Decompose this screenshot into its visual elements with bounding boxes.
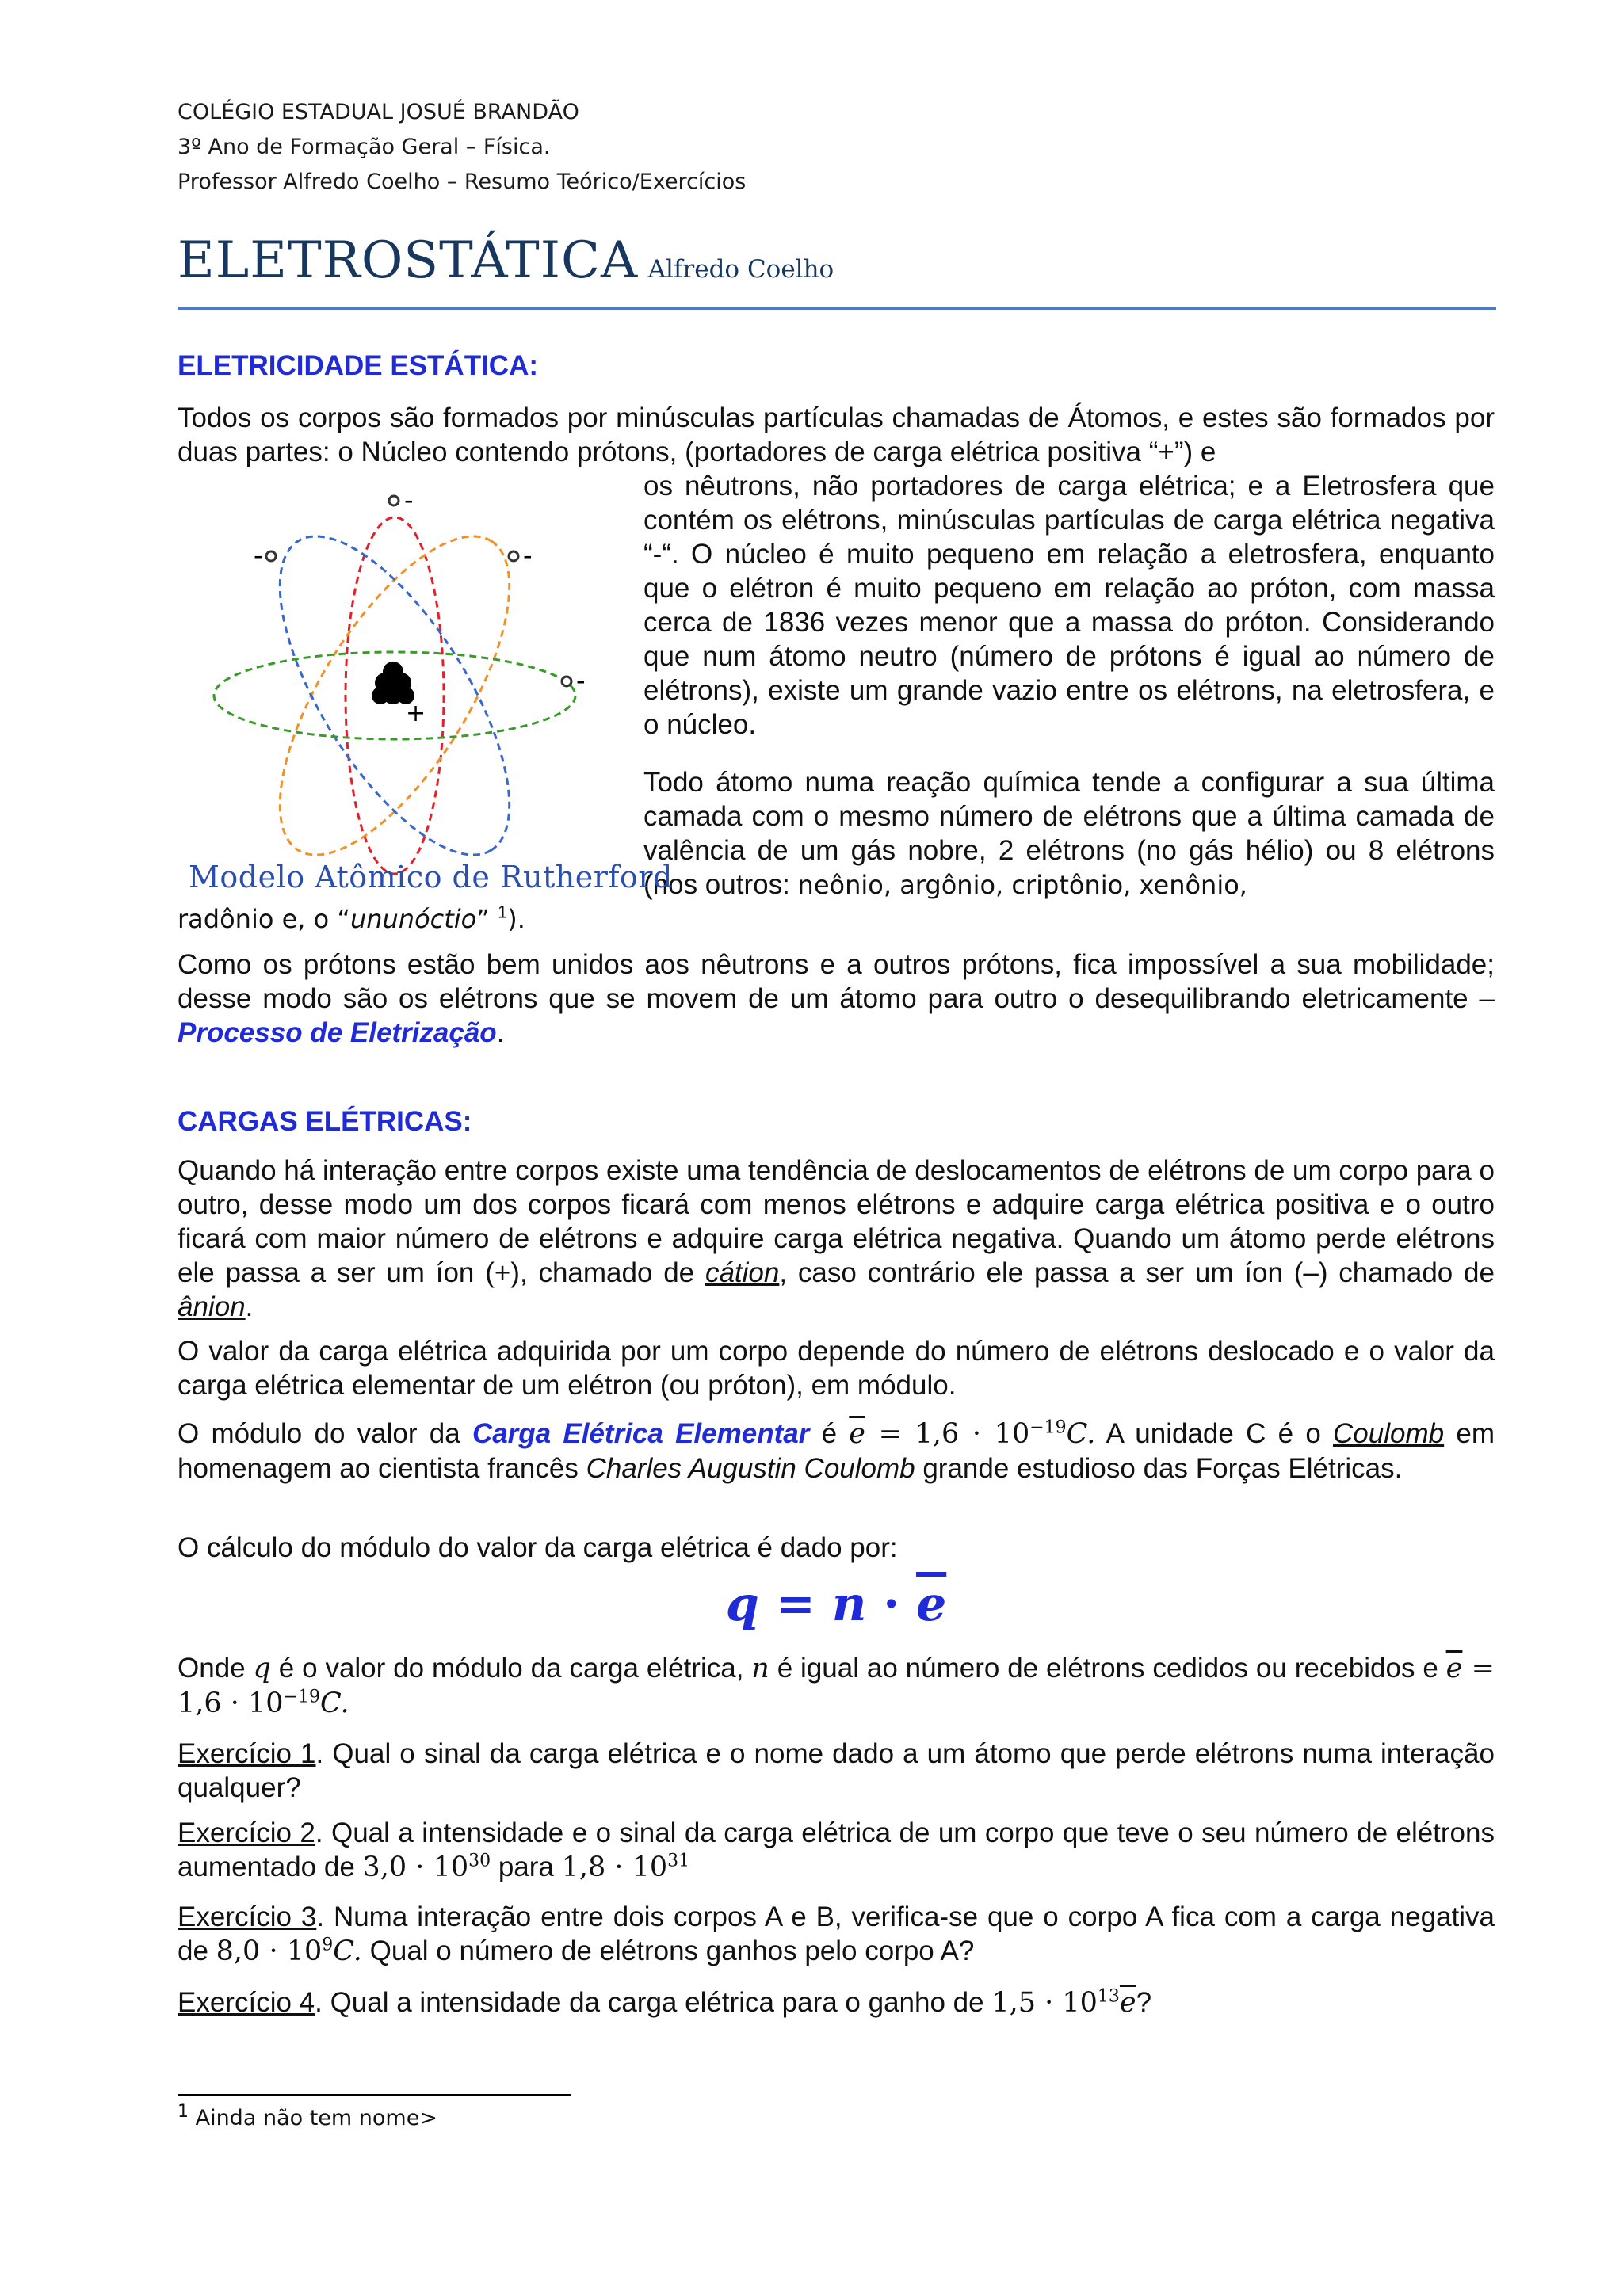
- exercise-2-exp-2: 31: [667, 1851, 690, 1871]
- paragraph-elementary-charge: [178, 1417, 1495, 1486]
- electron-right: [562, 677, 571, 686]
- figure-caption: Modelo Atômico de Rutherford: [189, 860, 673, 894]
- elem-text-b: é: [809, 1418, 850, 1449]
- paragraph-noble-gas: [643, 765, 1495, 902]
- explain-unit: C.: [320, 1688, 349, 1719]
- exercise-2-value-2: 1,8 · 10: [561, 1852, 668, 1883]
- charges-text-c: .: [245, 1291, 254, 1322]
- exercise-3-value: 8,0 · 10: [216, 1936, 323, 1967]
- exercise-3-label: Exercício 3: [178, 1901, 317, 1932]
- explain-q: q: [253, 1653, 271, 1684]
- paragraph-charges-intro: [178, 1154, 1495, 1324]
- electron-right-minus: -: [576, 666, 586, 696]
- exercise-4-text: . Qual a intensidade da carga elétrica para o ganho de: [315, 1987, 992, 2018]
- exercise-2-text: . Qual a intensidade e o sinal da carga elétrica de um corpo que teve o seu número de elétrons aumentado de: [178, 1817, 1495, 1882]
- elem-text-a: O módulo do valor da: [178, 1418, 472, 1449]
- section-heading-static-electricity: ELETRICIDADE ESTÁTICA:: [178, 350, 538, 381]
- header-grade: 3º Ano de Formação Geral – Física.: [178, 135, 551, 159]
- explain-exponent: −19: [283, 1687, 321, 1707]
- exercise-4-e: $\overline{e}$: [1119, 1987, 1136, 2019]
- page-title: [178, 231, 1496, 310]
- electrization-end: .: [496, 1017, 505, 1048]
- exercise-3-exp: 9: [322, 1935, 334, 1955]
- noble-gas-end: ).: [507, 904, 525, 934]
- exercise-3: [178, 1900, 1495, 1969]
- footnote-text: Ainda não tem nome>: [195, 2106, 437, 2130]
- explain-b: é o valor do módulo da carga elétrica,: [270, 1653, 752, 1684]
- coulomb-term: Coulomb: [1333, 1418, 1445, 1449]
- exercise-4-end: ?: [1136, 1987, 1152, 2018]
- footnote-ref: 1: [498, 902, 508, 922]
- exercise-3-unit: C.: [333, 1936, 362, 1967]
- header-school: COLÉGIO ESTADUAL JOSUÉ BRANDÃO: [178, 100, 579, 124]
- paragraph-electrization: [178, 948, 1495, 1050]
- exercise-1: [178, 1737, 1495, 1805]
- exercise-4: [178, 1985, 1495, 2020]
- electron-top: [389, 496, 399, 505]
- exercise-2-value-1: 3,0 · 10: [362, 1852, 469, 1883]
- charges-text-a: Quando há interação entre corpos existe uma tendência de deslocamentos de elétrons de um corpo para o outro, desse modo um dos corpos ficará com menos elétrons e adquire carga elétrica positiva e o outro ficará com maior número de elétrons e adquire carga elétrica negativa. Quando um átomo perde elétrons ele passa a ser um íon (+), chamado de: [178, 1155, 1495, 1288]
- nucleus: [372, 662, 414, 704]
- electron-right-upper: [509, 551, 518, 561]
- exercise-3-end: Qual o número de elétrons ganhos pelo corpo A?: [361, 1936, 975, 1966]
- noble-gas-cont: radônio e, o “: [178, 904, 350, 934]
- footnote-number: 1: [178, 2102, 189, 2122]
- electrization-text: Como os prótons estão bem unidos aos nêutrons e a outros prótons, fica impossível a sua mobilidade; desse modo são os elétrons que se movem de um átomo para outro o desequilibrando eletricamente –: [178, 949, 1495, 1014]
- elem-text-d: em homenagem ao cientista francês: [178, 1418, 1495, 1484]
- footnote: [178, 2102, 437, 2130]
- exercise-4-value: 1,5 · 10: [991, 1987, 1098, 2019]
- explain-value: = 1,6 · 10: [178, 1653, 1495, 1719]
- coulomb-name: Charles Augustin Coulomb: [586, 1453, 915, 1484]
- paragraph-atoms-wrap: os nêutrons, não portadores de carga elétrica; e a Eletrosfera que contém os elétrons, minúsculas partículas de carga elétrica negativa “-“. O núcleo é muito pequeno em relação a eletrosfera, enquanto que o elétron é muito pequeno em relação ao próton, com massa cerca de 1836 vezes menor que a massa do próton. Considerando que num átomo neutro (número de prótons é igual ao número de elétrons), existe um grande vazio entre os elétrons, na eletrosfera, e o núcleo.: [643, 471, 1495, 740]
- exercise-4-label: Exercício 4: [178, 1987, 315, 2018]
- elem-text-c: A unidade C é o: [1095, 1418, 1334, 1449]
- formula-dot: ·: [866, 1577, 917, 1632]
- title-author: Alfredo Coelho: [647, 255, 834, 284]
- exercise-4-exp: 13: [1097, 1986, 1120, 2007]
- elementary-charge-term: Carga Elétrica Elementar: [472, 1418, 810, 1449]
- electron-right-upper-minus: -: [523, 540, 533, 570]
- rutherford-atom-figure: [182, 483, 626, 899]
- header-teacher: Professor Alfredo Coelho – Resumo Teórico/Exercícios: [178, 170, 747, 194]
- noble-gas-close: ”: [476, 904, 498, 934]
- anion-term: ânion: [178, 1291, 246, 1322]
- explain-e: $\overline{e}$: [1445, 1653, 1463, 1684]
- elem-value: = 1,6 · 10: [865, 1418, 1030, 1450]
- charge-formula: [178, 1577, 1495, 1632]
- footnote-rule: [178, 2094, 571, 2096]
- paragraph-charge-value: O valor da carga elétrica adquirida por um corpo depende do número de elétrons deslocado e o valor da carga elétrica elementar de um elétron (ou próton), em módulo.: [178, 1336, 1495, 1401]
- noble-gas-list: neônio, argônio, criptônio, xenônio,: [797, 870, 1247, 900]
- paragraph-formula-explain: [178, 1651, 1495, 1721]
- noble-gas-text: Todo átomo numa reação química tende a configurar a sua última camada com o mesmo número de elétrons que a última camada de valência de um gás nobre, 2 elétrons (no gás hélio) ou 8 elétrons (nos outros:: [643, 767, 1495, 900]
- electron-left: [266, 551, 276, 561]
- title-main: ELETROSTÁTICA: [178, 231, 639, 290]
- electron-left-minus: -: [254, 540, 263, 570]
- section-heading-electric-charges: CARGAS ELÉTRICAS:: [178, 1106, 472, 1137]
- formula-eq: =: [758, 1577, 832, 1632]
- nucleus-plus: +: [406, 700, 426, 727]
- exercise-2-label: Exercício 2: [178, 1817, 315, 1848]
- formula-n: n: [831, 1577, 867, 1632]
- elem-unit: C.: [1066, 1418, 1096, 1450]
- exercise-1-label: Exercício 1: [178, 1738, 316, 1769]
- paragraph-atoms-intro: Todos os corpos são formados por minúsculas partículas chamadas de Átomos, e estes são formados por duas partes: o Núcleo contendo prótons, (portadores de carga elétrica positiva “+”) e: [178, 402, 1495, 467]
- exercise-2: [178, 1816, 1495, 1885]
- elem-exponent: −19: [1029, 1417, 1067, 1438]
- electron-top-minus: -: [404, 485, 414, 515]
- electrization-term: Processo de Eletrização: [178, 1017, 497, 1048]
- paragraph-calc-intro: O cálculo do módulo do valor da carga elétrica é dado por:: [178, 1532, 898, 1563]
- ununoctio-text: ununóctio: [349, 904, 477, 934]
- elem-text-e: grande estudioso das Forças Elétricas.: [915, 1453, 1403, 1484]
- explain-n: n: [751, 1653, 769, 1684]
- explain-a: Onde: [178, 1653, 254, 1684]
- paragraph-noble-gas-end: [178, 902, 1495, 936]
- charges-text-b: , caso contrário ele passa a ser um íon (–) chamado de: [779, 1257, 1495, 1288]
- exercise-2-exp-1: 30: [468, 1851, 491, 1871]
- explain-c: é igual ao número de elétrons cedidos ou recebidos e: [769, 1653, 1446, 1684]
- formula-q: q: [725, 1577, 759, 1632]
- e-bar-symbol: $\overline{e}$: [849, 1418, 865, 1450]
- exercise-2-mid: para: [491, 1852, 562, 1882]
- formula-e: $\overline{e}$: [916, 1577, 947, 1632]
- exercise-3-text: . Numa interação entre dois corpos A e B, verifica-se que o corpo A fica com a carga negativa de: [178, 1901, 1495, 1966]
- cation-term: cátion: [705, 1257, 780, 1288]
- exercise-1-text: . Qual o sinal da carga elétrica e o nome dado a um átomo que perde elétrons numa interação qualquer?: [178, 1738, 1495, 1803]
